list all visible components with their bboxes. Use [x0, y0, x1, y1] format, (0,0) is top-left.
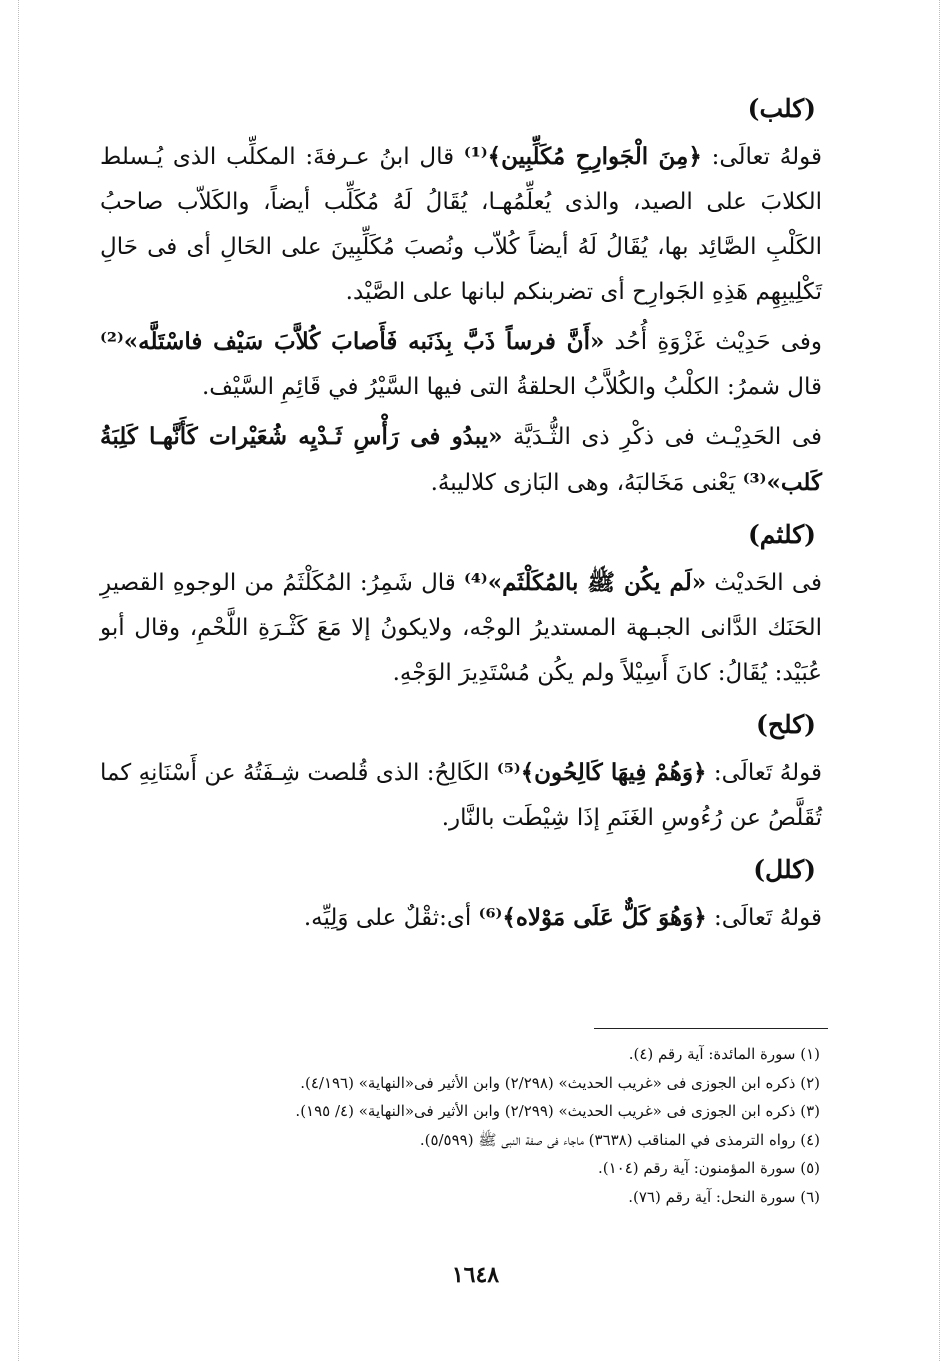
quoted-text: «يبدُو فى رَأْسِ ثَـدْيِه شُعَيْرات كَأَنَّهـا كَلِبَةُ كَلب»⁽³⁾: [100, 423, 822, 496]
footnote: (٢) ذكره ابن الجوزى فى «غريب الحديث» (٢/٢٩٨) وابن الأثير فى«النهاية» (٤/١٩٦).: [300, 1073, 820, 1092]
entry-heading: (كلثم): [747, 520, 816, 549]
margin-dotted-rule: [18, 0, 19, 1361]
footnote-separator: [594, 1028, 828, 1029]
entry-paragraph: قولهُ تَعالَى: ﴿وَهُوَ كَلٌّ عَلَى مَوْلاه﴾⁽⁶⁾ أى:ثقْلٌ على وَلِيِّه.: [303, 904, 822, 931]
footnotes: [100, 1040, 820, 1211]
entry-heading: (كلب): [747, 94, 816, 123]
quoted-text: «أَنَّ فرساً ذَبَّ بِذَنَبه فَأَصابَ كُلاَّبَ سَيْف فاسْتَلَّه»⁽²⁾: [100, 328, 605, 355]
entry-paragraph: فى الحَديْث «لَم يكُن ﷺ بالمُكَلْثَم»⁽⁴⁾ قال شَمِرُ: المُكَلْثَمُ من الوجوهِ القصيرِ الحَنَك الدَّانى الجبـهة المستديرُ الوجْه، ولايكونُ إلا مَعَ كَثْـرَةِ اللَّحْمِ، وقال أبو عُبَيْد: يُقَالُ: كانَ أَسِيْلاً ولم يكُن مُسْتَدِيرَ الوَجْهِ.: [100, 569, 823, 686]
entry-heading: (كلل): [753, 855, 816, 884]
footnote: (١) سورة المائدة: آية رقم (٤).: [628, 1045, 820, 1063]
footnote: (٤) رواه الترمذى في المناقب (٣٦٣٨) ماجاء فى صفة النبى ﷺ (٥/٥٩٩).: [419, 1130, 820, 1149]
quoted-text: ﴿وَهُوَ كَلٌّ عَلَى مَوْلاه﴾⁽⁶⁾: [478, 904, 707, 931]
page-number: ١٦٤٨: [451, 1262, 500, 1288]
footnote: (٦) سورة النحل: آية رقم (٧٦).: [628, 1187, 820, 1206]
footnote: (٥) سورة المؤمنون: آية رقم (١٠٤).: [597, 1159, 820, 1177]
quoted-text: ﴿مِنَ الْجَوارِحِ مُكَلِّبِين﴾⁽¹⁾: [463, 143, 702, 170]
entry-paragraph: وفى حَدِيْث غَزْوَةِ أُحُد «أَنَّ فرساً ذَبَّ بِذَنَبه فَأَصابَ كُلاَّبَ سَيْف فاسْتَلَّه»⁽²⁾ قال شمرُ: الكلْبُ والكُلاَّبُ الحلقةُ التى فيها السَّيْرُ في قَائِمِ السَّيْف.: [100, 328, 822, 400]
entry-paragraph: فى الحَدِيْـث فى ذكْرِ ذى الثُّـدَيَّة «يبدُو فى رَأْسِ ثَـدْيِه شُعَيْرات كَأَنَّهـا كَلِبَةُ كَلب»⁽³⁾ يَعْنى مَخَالبَهُ، وهى البَازى كلاليبهُ.: [100, 423, 822, 496]
entry-paragraph: قولهُ تَعالَى: ﴿وَهُمْ فِيهَا كَالِحُون﴾⁽⁵⁾ الكَالِحُ: الذى قُلصت شِـفَتُهُ عن أَسْنَانِهِ كما تُقَلَّصُ عن رُءُوسِ الغَنَمِ إذَا شِيْطَت بالنَّار.: [100, 759, 822, 831]
entry-heading: (كلح): [756, 710, 816, 739]
footnote: (٣) ذكره ابن الجوزى فى «غريب الحديث» (٢/٢٩٩) وابن الأثير فى«النهاية» (٤/ ١٩٥).: [295, 1102, 820, 1120]
entry-paragraph: قولهُ تعالَى: ﴿مِنَ الْجَوارِحِ مُكَلِّبِين﴾⁽¹⁾ قال ابنُ عـرفةَ: المكلِّب الذى يُـسلط الكلابَ على الصيد، والذى يُعلِّمُهـا، يُقَالُ لَهُ مُكَلِّب أيضاً، والكَلاّب صاحبُ الكَلْبِ الصَّائِد بها، يُقَالُ لَهُ أيضاً كُلاّب ونُصبَ مُكَلِّبِينَ على الحَالِ أى فى حَالِ تَكْلِيبِهِم هَذِهِ الجَوارِح أى تضربنكم لبانها على الصَّيْد.: [100, 143, 822, 305]
quoted-text: ﴿وَهُمْ فِيهَا كَالِحُون﴾⁽⁵⁾: [496, 759, 707, 786]
main-text: [100, 84, 822, 945]
margin-dotted-rule: [939, 0, 940, 1361]
quoted-text: «لَم يكُن ﷺ بالمُكَلْثَم»⁽⁴⁾: [463, 569, 707, 596]
